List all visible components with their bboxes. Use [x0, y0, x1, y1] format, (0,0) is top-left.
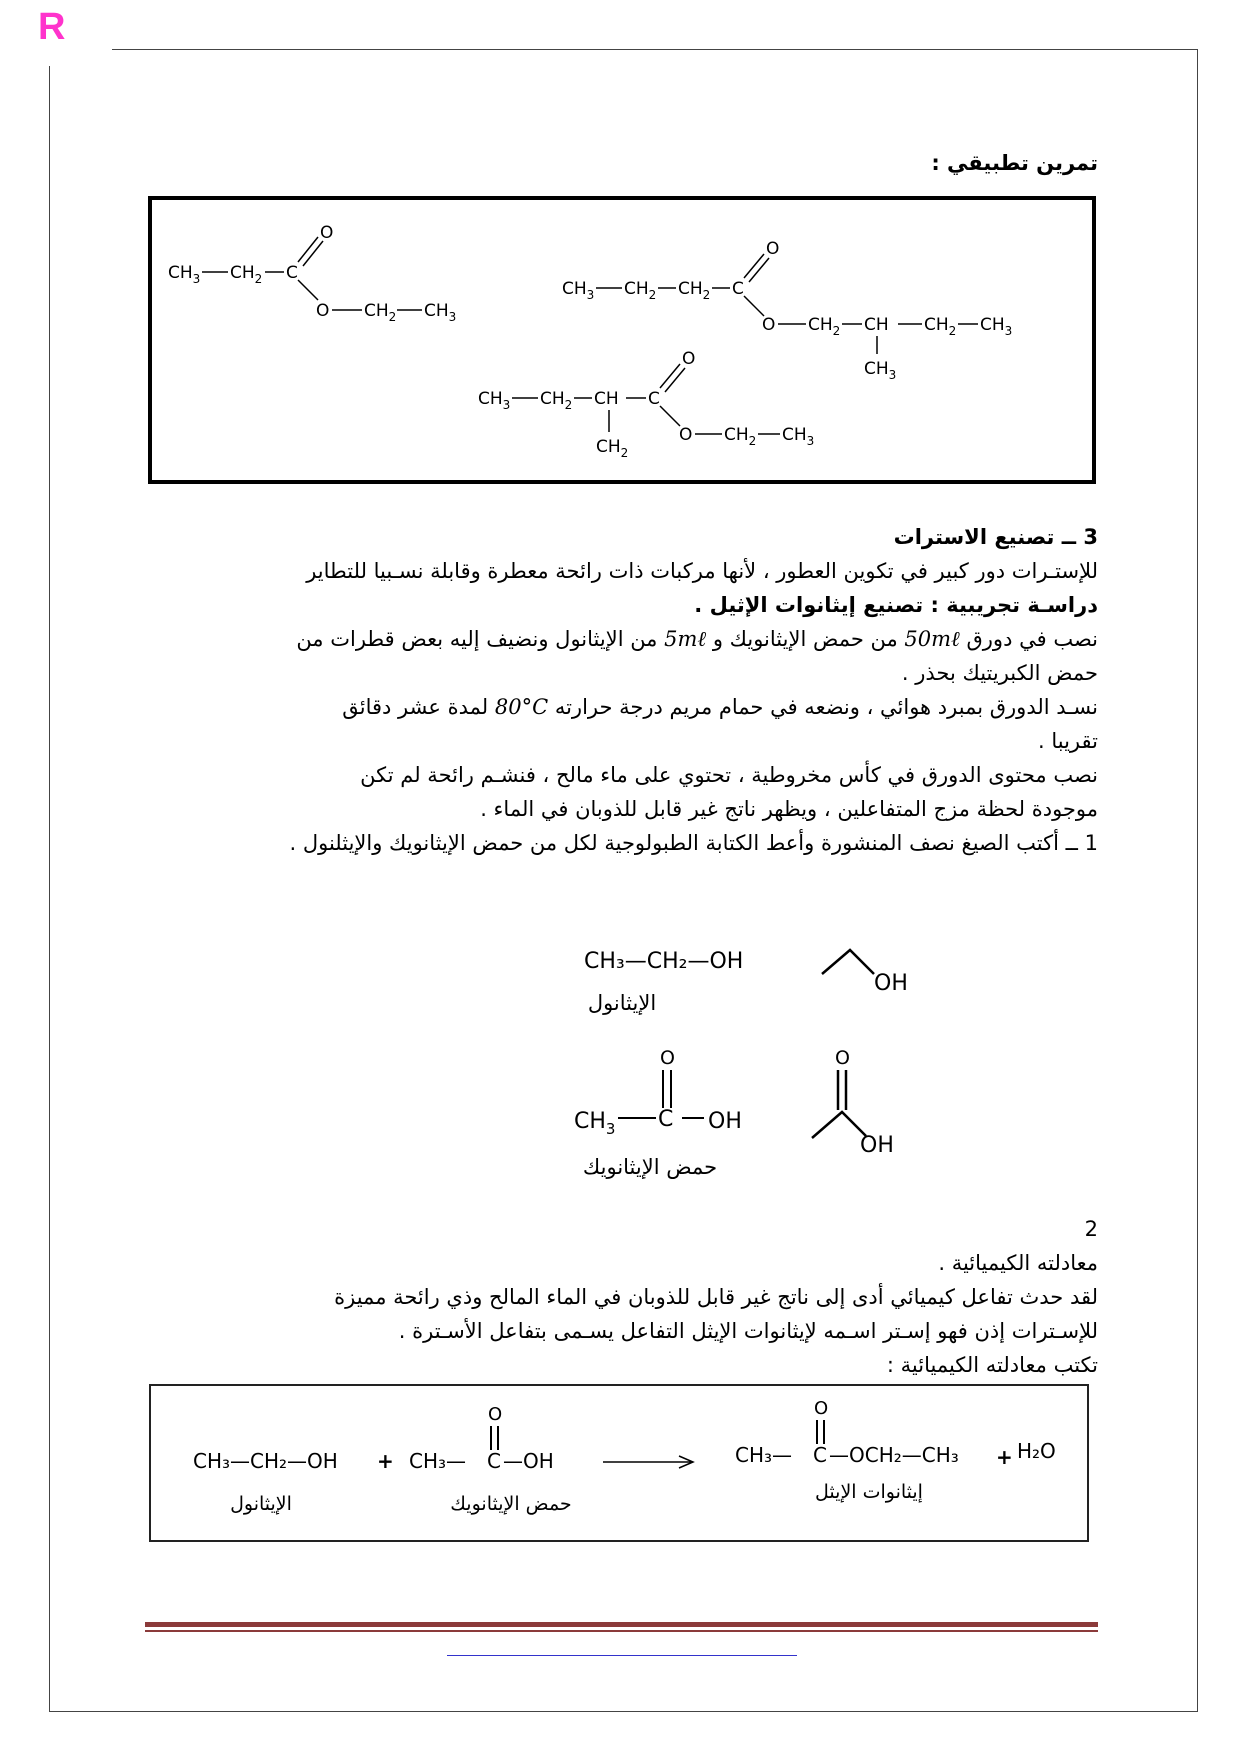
- logo: R: [38, 6, 66, 48]
- eq-acid-ch3: CH₃—: [409, 1449, 467, 1473]
- svg-text:CH2: $CH_2$: [678, 279, 711, 302]
- eq-acid-o: O: [488, 1404, 503, 1425]
- eq-label-acid: حمض الإيثانويك: [450, 1493, 572, 1515]
- procedure-line-4: تقريبا .: [1038, 729, 1098, 753]
- ethanol-label: الإيثانول: [587, 991, 657, 1015]
- eq-label-ester: إيثانوات الإيثل: [815, 1481, 923, 1503]
- procedure-line-6: موجودة لحظة مزج المتفاعلين ، ويظهر ناتج غير قابل للذوبان في الماء .: [480, 797, 1098, 821]
- eq-ester-c: C: [813, 1443, 827, 1467]
- section-heading: 3 ــ تصنيع الاسترات: [893, 525, 1098, 549]
- frame-top-rule: [112, 49, 1197, 50]
- svg-text:CH2: $CH_2$: [924, 315, 957, 338]
- procedure-line-1: نصب في دورق 50mℓ من حمض الإيثانويك و 5mℓ من الإيثانول ونضيف إليه بعض قطرات من: [296, 627, 1098, 651]
- svg-text:OH: OH: [708, 1109, 742, 1134]
- eq-ester-ch3: CH₃—: [735, 1443, 793, 1467]
- acid-o: O: [660, 1047, 675, 1069]
- svg-text:CH3: $CH_3$: [980, 315, 1013, 338]
- svg-text:C: C: [648, 389, 660, 409]
- svg-text:CH2: $CH_2$: [596, 437, 629, 460]
- procedure-line-2: حمض الكبريتيك بحذر .: [901, 661, 1098, 685]
- mol1-ch3: $CH_3$: [168, 263, 201, 286]
- svg-text:CH2: $CH_2$: [364, 301, 397, 324]
- frame-bottom-rule: [49, 1711, 1198, 1712]
- reactant-structures-diagram: [560, 930, 940, 1190]
- svg-text:CH3: $CH_3$: [424, 301, 457, 324]
- eq-ethanol: CH₃—CH₂—OH: [193, 1449, 338, 1473]
- svg-text:O: O: [679, 425, 693, 445]
- molecule-ethyl-propanoate: [168, 223, 456, 324]
- eq-water: H₂O: [1017, 1439, 1056, 1463]
- mol1-c: C: [286, 263, 298, 283]
- svg-text:CH: CH: [864, 315, 889, 335]
- footer-link-underline[interactable]: [447, 1655, 797, 1656]
- section-intro: للإستـرات دور كبير في تكوين العطور ، لأنها مركبات ذات رائحة معطرة وقابلة نسـبيا للتطاير: [306, 559, 1098, 583]
- mol1-o-top: O: [320, 223, 334, 243]
- exercise-title: تمرين تطبيقي :: [931, 151, 1098, 175]
- svg-text:CH2: $CH_2$: [624, 279, 657, 302]
- eq-plus-2: +: [996, 1445, 1013, 1469]
- procedure-line-5: نصب محتوى الدورق في كأس مخروطية ، تحتوي على ماء مالح ، فنشـم رائحة لم تكن: [360, 763, 1098, 787]
- molecule-methylbutyl-butanoate: [562, 239, 1012, 382]
- mol1-o-ester: O: [316, 301, 330, 321]
- esterification-equation-box: [149, 1384, 1089, 1542]
- frame-right-rule: [1197, 49, 1198, 1711]
- acid-label: حمض الإيثانويك: [582, 1155, 718, 1179]
- svg-text:CH2: $CH_2$: [724, 425, 757, 448]
- eq-acid-c: C: [487, 1449, 501, 1473]
- svg-text:O: O: [762, 315, 776, 335]
- svg-text:CH2: $CH_2$: [540, 389, 573, 412]
- svg-text:O: O: [682, 349, 696, 369]
- svg-text:CH3: $CH_3$: [864, 359, 897, 382]
- procedure-line-3: نسـد الدورق بمبرد هوائي ، ونضعه في حمام مريم درجة حرارته 80°C لمدة عشر دقائق: [342, 695, 1098, 719]
- svg-text:CH: CH: [594, 389, 619, 409]
- eq-plus: +: [377, 1449, 394, 1473]
- eq-acid-oh: —OH: [503, 1449, 554, 1473]
- part-2-line-2: لقد حدث تفاعل كيميائي أدى إلى ناتج غير قابل للذوبان في الماء المالح وذي رائحة مميزة: [334, 1285, 1098, 1309]
- part-2-line-1: معادلته الكيميائية .: [938, 1251, 1098, 1275]
- svg-text:O: O: [766, 239, 780, 259]
- esterification-equation: [151, 1386, 1087, 1540]
- study-title: دراسـة تجريبية : تصنيع إيثانوات الإثيل .: [694, 593, 1098, 617]
- mol1-ch2: $CH_2$: [230, 263, 263, 286]
- ethanol-formula: CH₃—CH₂—OH: [584, 949, 744, 974]
- svg-text:CH3: $CH_3$: [478, 389, 511, 412]
- svg-text:C: C: [658, 1107, 674, 1132]
- molecule-ethyl-methylbutanoate: [478, 349, 814, 460]
- question-1: 1 ــ أكتب الصيغ نصف المنشورة وأعط الكتابة الطبولوجية لكل من حمض الإيثانويك والإيثلنول .: [289, 831, 1098, 855]
- svg-text:CH3: $CH_3$: [782, 425, 815, 448]
- svg-text:CH3: $CH_3$: [562, 279, 595, 302]
- ethanol-oh: OH: [874, 971, 908, 996]
- frame-left-rule: [49, 66, 50, 1711]
- svg-text:CH2: $CH_2$: [808, 315, 841, 338]
- ester-structures-box: [148, 196, 1096, 484]
- eq-label-ethanol: الإيثانول: [230, 1493, 292, 1515]
- part-2-number: 2: [1084, 1217, 1098, 1241]
- svg-text:OH: OH: [860, 1133, 894, 1158]
- footer-rule-thick: [145, 1622, 1098, 1627]
- svg-text:C: C: [732, 279, 744, 299]
- svg-text:CH3: $CH_3$: [574, 1109, 616, 1138]
- svg-text:O: O: [835, 1047, 850, 1069]
- footer-rule-thin: [145, 1630, 1098, 1632]
- eq-ester-o: O: [814, 1398, 829, 1419]
- ester-structures-diagram: [152, 200, 1092, 480]
- part-2-line-4: تكتب معادلته الكيميائية :: [886, 1353, 1098, 1377]
- reactant-structures: [560, 930, 940, 1190]
- eq-ester-rest: —OCH₂—CH₃: [829, 1443, 959, 1467]
- part-2-line-3: للإسـترات إذن فهو إسـتر اسـمه لإيثانوات الإيثل التفاعل يسـمى بتفاعل الأسـترة .: [398, 1319, 1098, 1343]
